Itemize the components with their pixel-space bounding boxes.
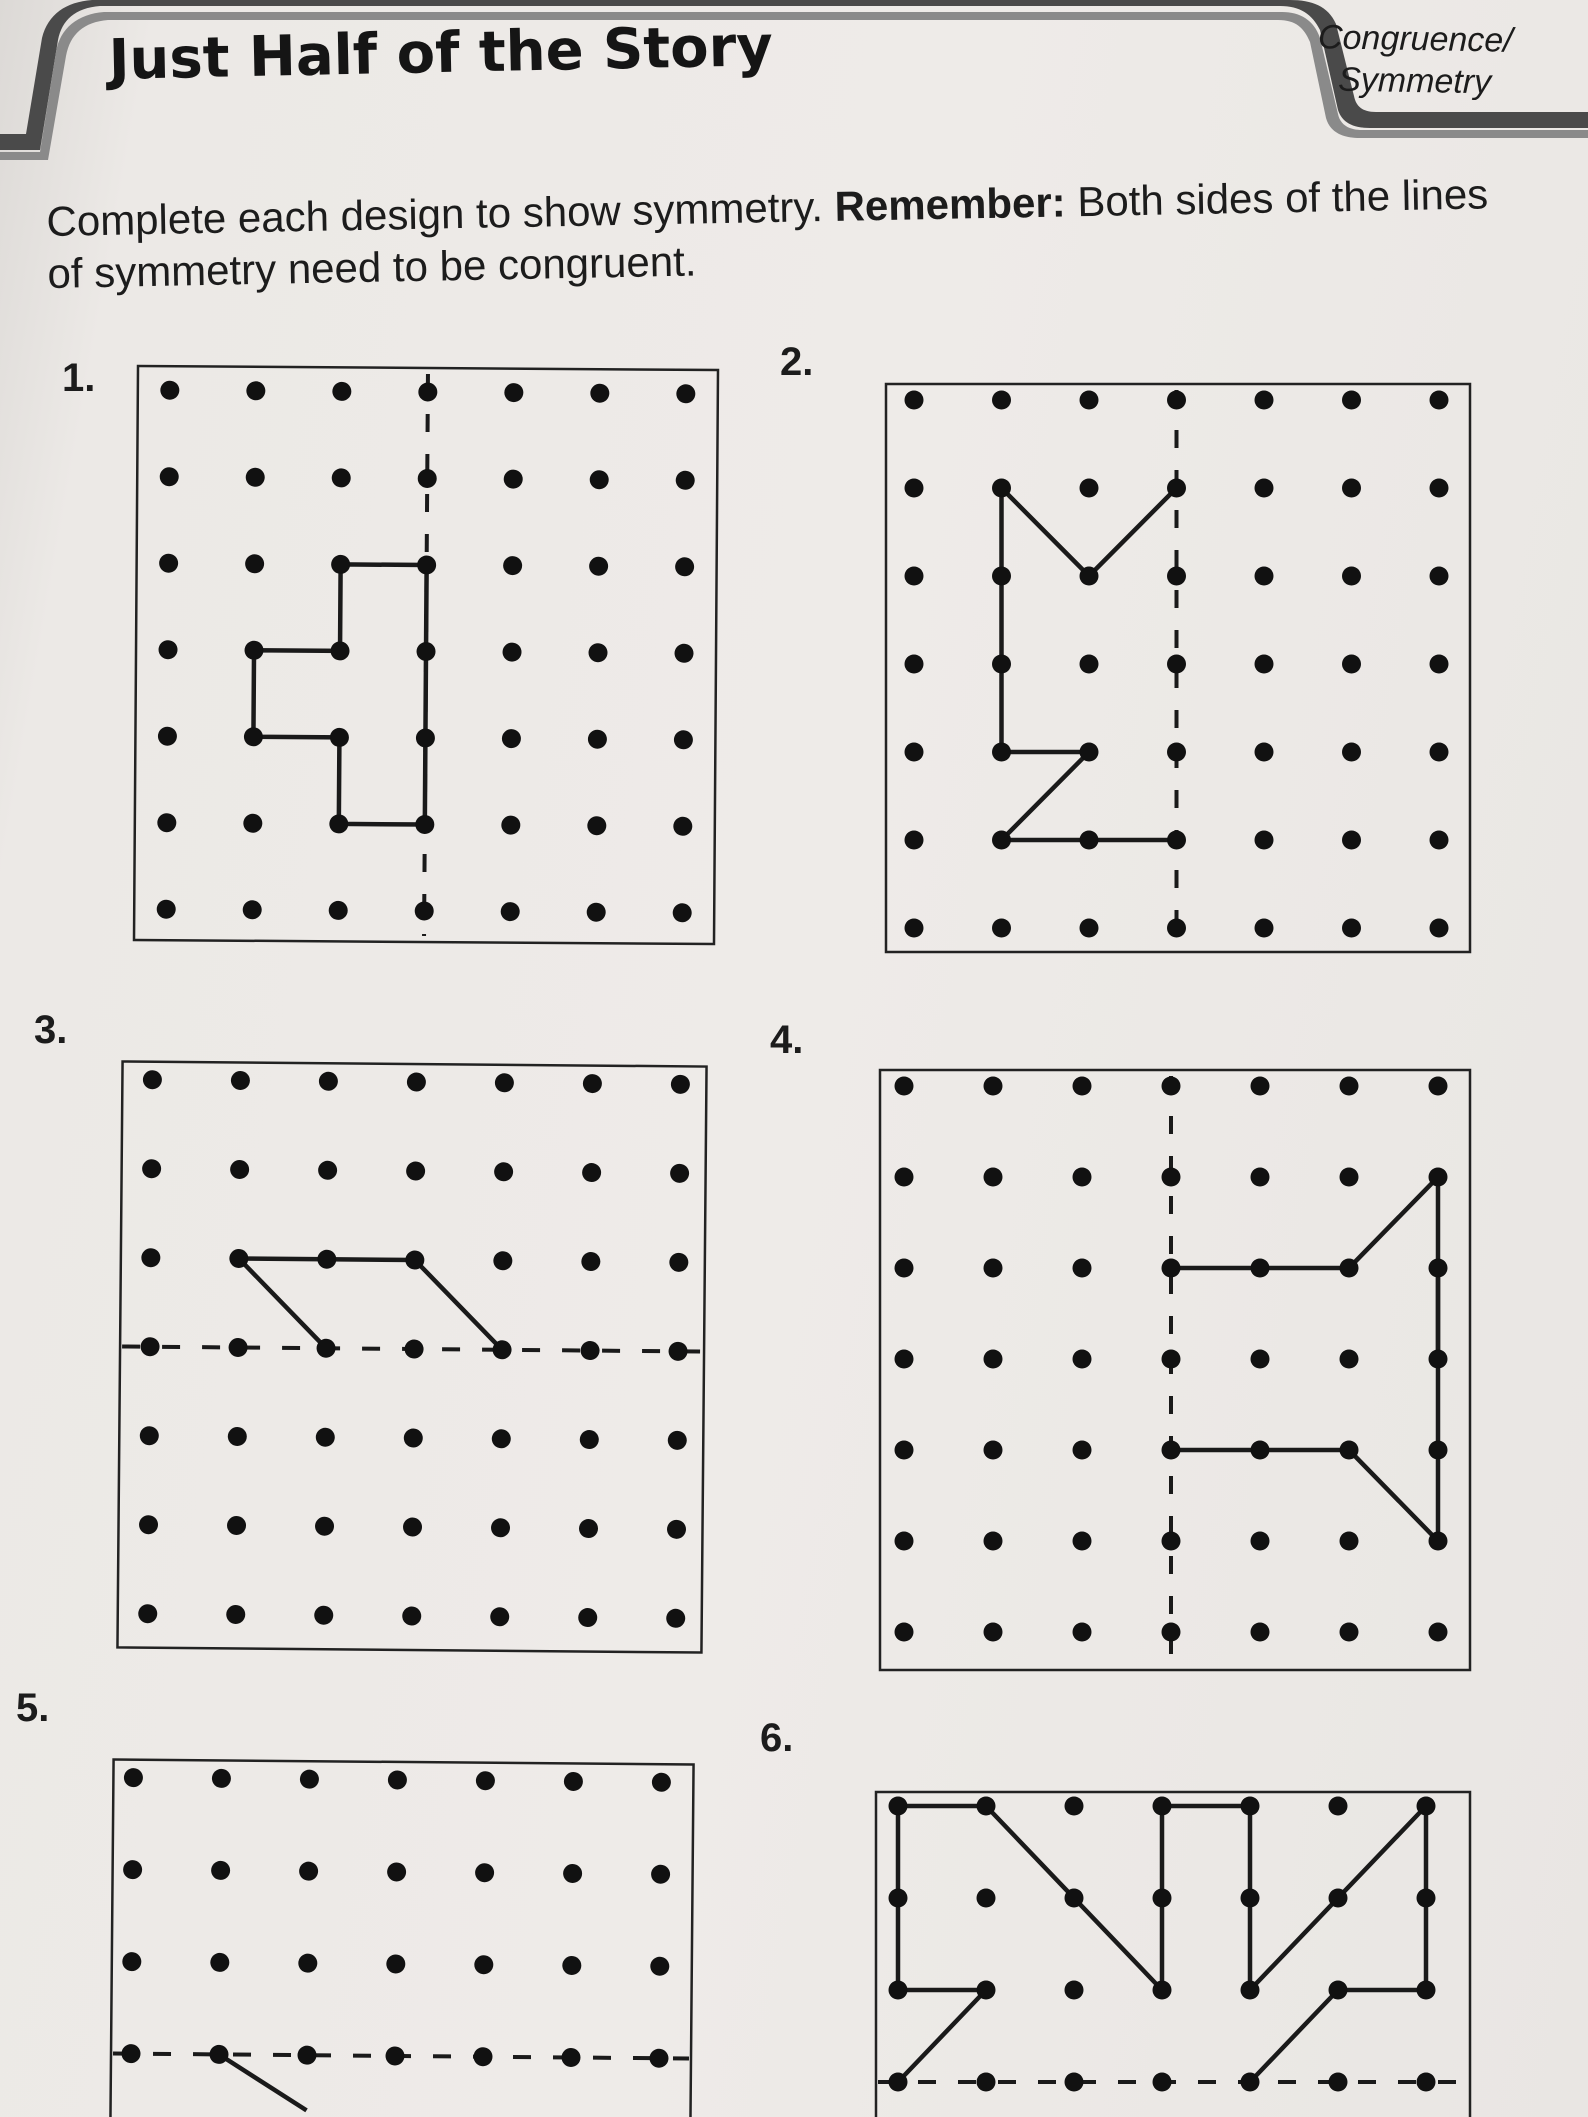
grid-dot (495, 1073, 514, 1092)
grid-dot (300, 1770, 319, 1789)
grid-dot (1430, 391, 1449, 410)
grid-dot (905, 743, 924, 762)
grid-dot (562, 1956, 581, 1975)
grid-dot (1073, 1168, 1092, 1187)
grid-dot (905, 655, 924, 674)
grid-dot (1073, 1532, 1092, 1551)
grid-dot (491, 1518, 510, 1537)
grid-dot (676, 384, 695, 403)
instructions-rest: Both sides of the lines of symmetry need to be congruent. (47, 170, 1489, 297)
grid-dot (319, 1072, 338, 1091)
grid-dot (503, 556, 522, 575)
grid-dot (158, 727, 177, 746)
grid-dot (244, 727, 263, 746)
grid-dot (402, 1606, 421, 1625)
grid-dot (212, 1769, 231, 1788)
grid-dot (1073, 1441, 1092, 1460)
grid-dot (1241, 1981, 1260, 2000)
grid-dot (1251, 1259, 1270, 1278)
grid-dot (1080, 831, 1099, 850)
grid-dot (314, 1606, 333, 1625)
grid-dot (1255, 479, 1274, 498)
grid-dot (1065, 1889, 1084, 1908)
grid-dot (671, 1075, 690, 1094)
grid-dot (1080, 391, 1099, 410)
grid-dot (1167, 567, 1186, 586)
grid-dot (1251, 1532, 1270, 1551)
grid-border (876, 1792, 1470, 2117)
grid-dot (139, 1515, 158, 1534)
grid-dot (889, 2073, 908, 2092)
grid-dot (667, 1520, 686, 1539)
grid-dot (1342, 655, 1361, 674)
grid-dot (209, 2045, 228, 2064)
grid-dot (905, 479, 924, 498)
design-half (1171, 1177, 1438, 1541)
grid-dot (1080, 567, 1099, 586)
grid-dot (889, 1889, 908, 1908)
problem-number-5: 5. (16, 1686, 50, 1730)
grid-dot (670, 1164, 689, 1183)
grid-dot (1251, 1168, 1270, 1187)
grid-dot (473, 2047, 492, 2066)
grid-dot (1255, 919, 1274, 938)
design-half (898, 1806, 1426, 2082)
grid-dot (494, 1162, 513, 1181)
problem-number-2: 2. (780, 340, 814, 384)
grid-dot (1342, 919, 1361, 938)
grid-dot (1167, 655, 1186, 674)
grid-dot (977, 1797, 996, 1816)
grid-dot (1429, 1350, 1448, 1369)
grid-dot (228, 1338, 247, 1357)
grid-dot (564, 1772, 583, 1791)
grid-dot (582, 1163, 601, 1182)
grid-dot (669, 1253, 688, 1272)
grid-dot (992, 919, 1011, 938)
grid-dot (160, 467, 179, 486)
grid-dot (122, 1952, 141, 1971)
grid-dot (1417, 1889, 1436, 1908)
grid-dot (1073, 1350, 1092, 1369)
grid-dot (1340, 1168, 1359, 1187)
grid-dot (243, 814, 262, 833)
grid-dot (1153, 1981, 1172, 2000)
grid-dot (1255, 391, 1274, 410)
grid-dot (1329, 1981, 1348, 2000)
grid-dot (1342, 391, 1361, 410)
problem-4-grid (880, 1070, 1470, 1670)
grid-dot (589, 557, 608, 576)
problem-5-grid (110, 1759, 693, 2117)
grid-dot (229, 1249, 248, 1268)
problem-number-3: 3. (34, 1008, 68, 1052)
grid-dot (1251, 1623, 1270, 1642)
grid-dot (157, 900, 176, 919)
grid-dot (298, 1954, 317, 1973)
grid-dot (157, 813, 176, 832)
grid-dot (140, 1337, 159, 1356)
grid-dot (984, 1441, 1003, 1460)
grid-dot (501, 816, 520, 835)
grid-dot (501, 902, 520, 921)
grid-dot (1342, 479, 1361, 498)
grid-dot (1073, 1623, 1092, 1642)
grid-dot (649, 2049, 668, 2068)
grid-dot (889, 1797, 908, 1816)
grid-dot (650, 1957, 669, 1976)
grid-dot (1430, 919, 1449, 938)
grid-dot (317, 1250, 336, 1269)
grid-dot (318, 1161, 337, 1180)
grid-dot (895, 1441, 914, 1460)
grid-dot (1073, 1077, 1092, 1096)
grid-dot (1329, 2073, 1348, 2092)
grid-dot (332, 468, 351, 487)
grid-dot (984, 1350, 1003, 1369)
grid-dot (1340, 1259, 1359, 1278)
grid-dot (992, 567, 1011, 586)
grid-dot (1241, 1889, 1260, 1908)
grid-dot (1241, 2073, 1260, 2092)
grid-dot (228, 1427, 247, 1446)
grid-dot (984, 1077, 1003, 1096)
grid-dot (1153, 2073, 1172, 2092)
grid-dot (316, 1428, 335, 1447)
grid-dot (123, 1860, 142, 1879)
grid-dot (1430, 567, 1449, 586)
grid-dot (905, 919, 924, 938)
grid-dot (297, 2046, 316, 2065)
grid-dot (1251, 1077, 1270, 1096)
grid-dot (1329, 1797, 1348, 1816)
grid-dot (387, 1862, 406, 1881)
problem-3-grid (117, 1061, 706, 1652)
grid-dot (1167, 743, 1186, 762)
grid-dot (1340, 1532, 1359, 1551)
grid-dot (1430, 655, 1449, 674)
grid-dot (226, 1605, 245, 1624)
grid-dot (404, 1339, 423, 1358)
grid-dot (1251, 1441, 1270, 1460)
grid-dot (668, 1342, 687, 1361)
grid-dot (1251, 1350, 1270, 1369)
grid-dot (386, 1954, 405, 1973)
grid-dot (1080, 479, 1099, 498)
grid-dot (1167, 391, 1186, 410)
grid-dot (1153, 1889, 1172, 1908)
grid-dot (1430, 831, 1449, 850)
grid-dot (227, 1516, 246, 1535)
topic-line-1: Congruence/ (1317, 18, 1514, 60)
instructions-lead: Complete each design to show symmetry. (46, 183, 824, 245)
grid-dot (1162, 1532, 1181, 1551)
grid-dot (580, 1341, 599, 1360)
grid-dot (1417, 1797, 1436, 1816)
grid-dot (329, 814, 348, 833)
grid-dot (676, 471, 695, 490)
design-half (253, 564, 427, 825)
grid-dot (504, 470, 523, 489)
grid-dot (905, 391, 924, 410)
grid-dot (992, 391, 1011, 410)
grid-dot (652, 1773, 671, 1792)
grid-dot (493, 1251, 512, 1270)
grid-dot (332, 382, 351, 401)
grid-dot (330, 641, 349, 660)
grid-dot (1342, 743, 1361, 762)
grid-dot (1162, 1168, 1181, 1187)
grid-dot (1429, 1077, 1448, 1096)
grid-dot (1065, 2073, 1084, 2092)
grid-dot (1162, 1077, 1181, 1096)
grid-dot (668, 1431, 687, 1450)
grid-dot (666, 1609, 685, 1628)
grid-dot (1255, 655, 1274, 674)
grid-dot (385, 2046, 404, 2065)
grid-dot (1167, 831, 1186, 850)
grid-dot (563, 1864, 582, 1883)
grid-border (880, 1070, 1470, 1670)
grid-dot (1342, 567, 1361, 586)
grid-dot (905, 567, 924, 586)
grid-dot (407, 1072, 426, 1091)
grid-dot (1429, 1623, 1448, 1642)
grid-dot (417, 555, 436, 574)
grid-dot (673, 903, 692, 922)
design-half (219, 2054, 307, 2110)
grid-dot (230, 1160, 249, 1179)
grid-dot (583, 1074, 602, 1093)
grid-dot (121, 2044, 140, 2063)
grid-dot (984, 1623, 1003, 1642)
grid-dot (992, 655, 1011, 674)
grid-dot (418, 382, 437, 401)
grid-dot (673, 817, 692, 836)
problem-1-grid (134, 366, 718, 944)
grid-dot (1167, 479, 1186, 498)
grid-dot (992, 743, 1011, 762)
grid-dot (158, 640, 177, 659)
grid-dot (1162, 1350, 1181, 1369)
grid-dot (587, 816, 606, 835)
grid-dot (1429, 1168, 1448, 1187)
grid-dot (211, 1861, 230, 1880)
design-segment (238, 1258, 327, 1348)
grid-dot (587, 903, 606, 922)
grid-dot (895, 1623, 914, 1642)
grid-dot (1153, 1797, 1172, 1816)
grid-dot (1073, 1259, 1092, 1278)
grid-dot (674, 644, 693, 663)
grid-dot (984, 1532, 1003, 1551)
grid-dot (418, 469, 437, 488)
problem-6-grid (876, 1792, 1470, 2117)
instructions-emphasis: Remember: (834, 178, 1067, 230)
grid-dot (905, 831, 924, 850)
grid-dot (1065, 1981, 1084, 2000)
grid-dot (588, 730, 607, 749)
grid-dot (590, 470, 609, 489)
grid-dot (977, 2073, 996, 2092)
grid-dot (404, 1428, 423, 1447)
grid-dot (1417, 1981, 1436, 2000)
grid-dot (1340, 1623, 1359, 1642)
grid-dot (299, 1862, 318, 1881)
grid-dot (330, 728, 349, 747)
topic-line-2: Symmetry (1337, 60, 1492, 102)
grid-dot (1340, 1077, 1359, 1096)
grid-dot (1429, 1259, 1448, 1278)
grid-dot (895, 1350, 914, 1369)
grid-dot (1080, 743, 1099, 762)
grid-dot (1429, 1441, 1448, 1460)
grid-dot (889, 1981, 908, 2000)
grid-dot (1162, 1623, 1181, 1642)
grid-dot (1430, 479, 1449, 498)
grid-dot (1342, 831, 1361, 850)
grid-dot (331, 555, 350, 574)
grid-dot (977, 1981, 996, 2000)
grid-dot (1255, 743, 1274, 762)
grid-dot (329, 901, 348, 920)
grid-dot (316, 1339, 335, 1358)
grid-dot (502, 729, 521, 748)
grid-dot (141, 1248, 160, 1267)
grid-dot (992, 831, 1011, 850)
design-segment (898, 1990, 986, 2082)
grid-dot (246, 468, 265, 487)
grid-dot (140, 1426, 159, 1445)
worksheet-title: Just Half of the Story (108, 14, 774, 93)
grid-dot (138, 1604, 157, 1623)
grid-dot (415, 901, 434, 920)
grid-dot (1255, 567, 1274, 586)
grid-dot (405, 1250, 424, 1269)
grid-dot (674, 730, 693, 749)
problem-number-1: 1. (62, 356, 96, 400)
grid-dot (1080, 919, 1099, 938)
grid-dot (492, 1429, 511, 1448)
grid-dot (1162, 1441, 1181, 1460)
grid-dot (992, 479, 1011, 498)
grid-dot (245, 554, 264, 573)
grid-dot (142, 1159, 161, 1178)
grid-dot (159, 554, 178, 573)
grid-dot (675, 557, 694, 576)
grid-dot (651, 1865, 670, 1884)
grid-dot (1429, 1532, 1448, 1551)
grid-dot (124, 1768, 143, 1787)
grid-dot (416, 642, 435, 661)
problem-number-6: 6. (760, 1716, 794, 1760)
grid-dot (580, 1430, 599, 1449)
grid-dot (1340, 1441, 1359, 1460)
grid-dot (1340, 1350, 1359, 1369)
grid-dot (403, 1517, 422, 1536)
grid-dot (1065, 1797, 1084, 1816)
grid-dot (502, 643, 521, 662)
grid-dot (1329, 1889, 1348, 1908)
grid-dot (578, 1608, 597, 1627)
grid-dot (588, 643, 607, 662)
grid-dot (475, 1863, 494, 1882)
grid-dot (1241, 1797, 1260, 1816)
grid-dot (984, 1259, 1003, 1278)
grid-dot (895, 1259, 914, 1278)
grid-dot (416, 728, 435, 747)
grid-dot (243, 900, 262, 919)
grid-dot (1167, 919, 1186, 938)
grid-dot (579, 1519, 598, 1538)
grid-dot (160, 381, 179, 400)
grid-dot (246, 381, 265, 400)
grid-dot (1255, 831, 1274, 850)
grid-dot (1430, 743, 1449, 762)
grid-dot (244, 641, 263, 660)
grid-dot (476, 1771, 495, 1790)
problem-number-4: 4. (770, 1018, 804, 1062)
grid-dot (406, 1161, 425, 1180)
grid-dot (1080, 655, 1099, 674)
grid-dot (1417, 2073, 1436, 2092)
grid-dot (1162, 1259, 1181, 1278)
design-half (238, 1258, 503, 1349)
grid-dot (895, 1532, 914, 1551)
grid-dot (210, 1953, 229, 1972)
grid-dot (143, 1070, 162, 1089)
grid-dot (581, 1252, 600, 1271)
grid-dot (895, 1077, 914, 1096)
grid-dot (315, 1517, 334, 1536)
grid-dot (561, 2048, 580, 2067)
grid-dot (504, 383, 523, 402)
grid-dot (977, 1889, 996, 1908)
grid-dot (590, 384, 609, 403)
grid-dot (492, 1340, 511, 1359)
grid-dot (388, 1770, 407, 1789)
grid-dot (490, 1607, 509, 1626)
problem-2-grid (886, 384, 1470, 952)
grid-dot (984, 1168, 1003, 1187)
grid-dot (415, 815, 434, 834)
grid-dot (895, 1168, 914, 1187)
grid-dot (231, 1071, 250, 1090)
grid-border (110, 1759, 693, 2117)
grid-dot (474, 1955, 493, 1974)
